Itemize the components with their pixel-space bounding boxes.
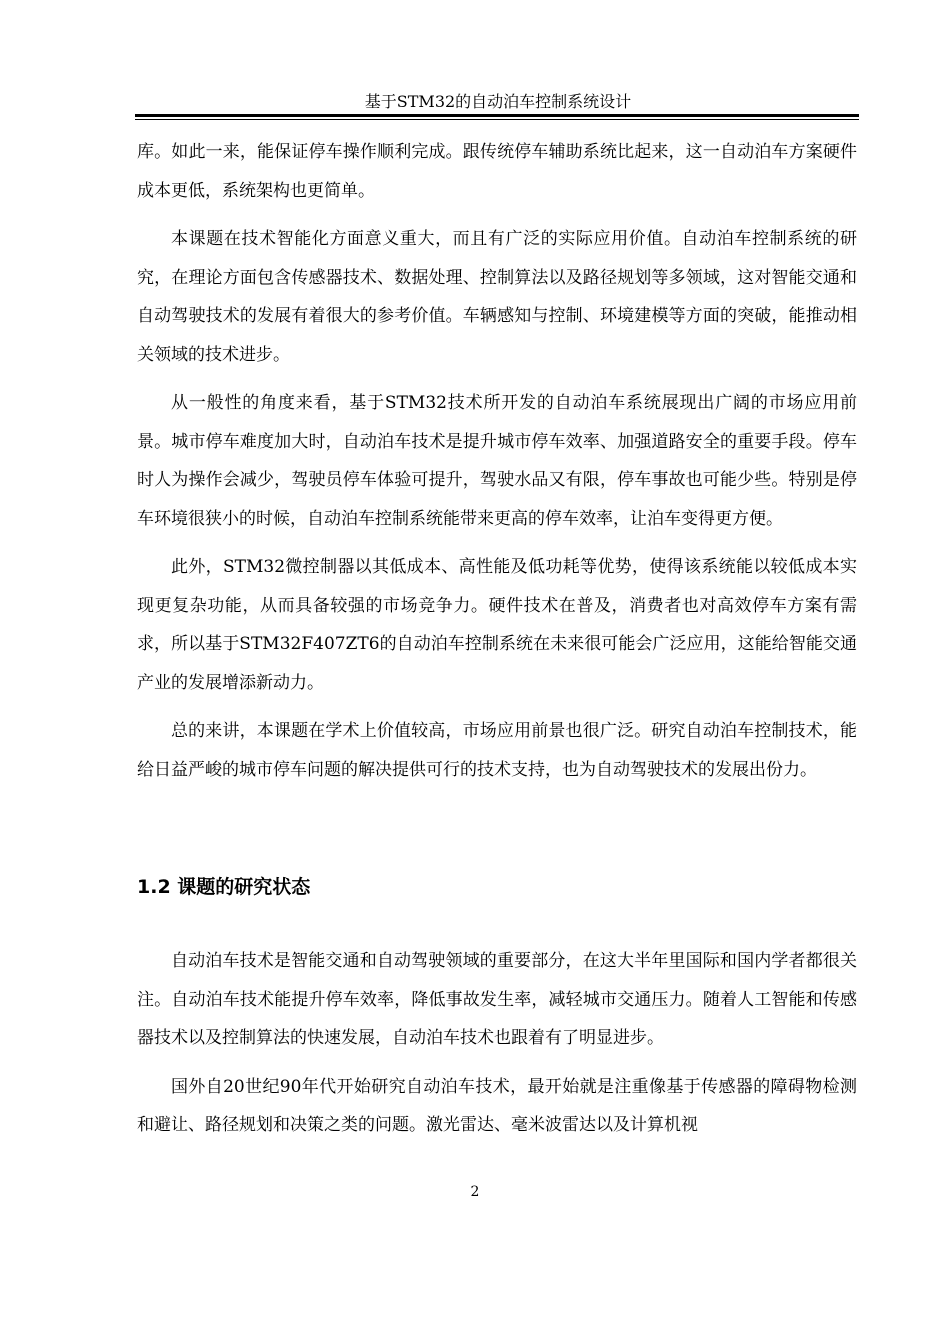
paragraph-1: 库。如此一来，能保证停车操作顺利完成。跟传统停车辅助系统比起来，这一自动泊车方案硬件成本更低，系统架构也更简单。 <box>137 142 857 201</box>
paragraph-4: 此外，STM32微控制器以其低成本、高性能及低功耗等优势，使得该系统能以较低成本实现更复杂功能，从而具备较强的市场竞争力。硬件技术在普及，消费者也对高效停车方案有需求，所以基于STM32F407ZT6的自动泊车控制系统在未来很可能会广泛应用，这能给智能交通产业的发展增添新动力。 <box>137 557 857 693</box>
section-heading: 1.2 课题的研究状态 <box>137 876 311 898</box>
paragraph-6: 自动泊车技术是智能交通和自动驾驶领域的重要部分，在这大半年里国际和国内学者都很关注。自动泊车技术能提升停车效率，降低事故发生率，减轻城市交通压力。随着人工智能和传感器技术以及控制算法的快速发展，自动泊车技术也跟着有了明显进步。 <box>137 951 857 1048</box>
header-rule-thin <box>135 119 859 120</box>
paragraph-7: 国外自20世纪90年代开始研究自动泊车技术，最开始就是注重像基于传感器的障碍物检测和避让、路径规划和决策之类的问题。激光雷达、毫米波雷达以及计算机视 <box>137 1076 857 1135</box>
paragraph-3: 从一般性的角度来看，基于STM32技术所开发的自动泊车系统展现出广阔的市场应用前景。城市停车难度加大时，自动泊车技术是提升城市停车效率、加强道路安全的重要手段。停车时人为操作会减少，驾驶员停车体验可提升，驾驶水品又有限，停车事故也可能少些。特别是停车环境很狭小的时候，自动泊车控制系统能带来更高的停车效率，让泊车变得更方便。 <box>137 393 857 529</box>
paragraph-5: 总的来讲，本课题在学术上价值较高，市场应用前景也很广泛。研究自动泊车控制技术，能给日益严峻的城市停车问题的解决提供可行的技术支持，也为自动驾驶技术的发展出份力。 <box>137 721 857 780</box>
paragraph-2: 本课题在技术智能化方面意义重大，而且有广泛的实际应用价值。自动泊车控制系统的研究，在理论方面包含传感器技术、数据处理、控制算法以及路径规划等多领域，这对智能交通和自动驾驶技术的发展有着很大的参考价值。车辆感知与控制、环境建模等方面的突破，能推动相关领域的技术进步。 <box>137 229 857 365</box>
header-rule-thick <box>135 114 859 117</box>
body-top <box>137 133 857 799</box>
page-header-title: 基于STM32的自动泊车控制系统设计 <box>364 92 632 111</box>
body-bottom <box>137 942 857 1155</box>
page-number: 2 <box>470 1184 480 1200</box>
